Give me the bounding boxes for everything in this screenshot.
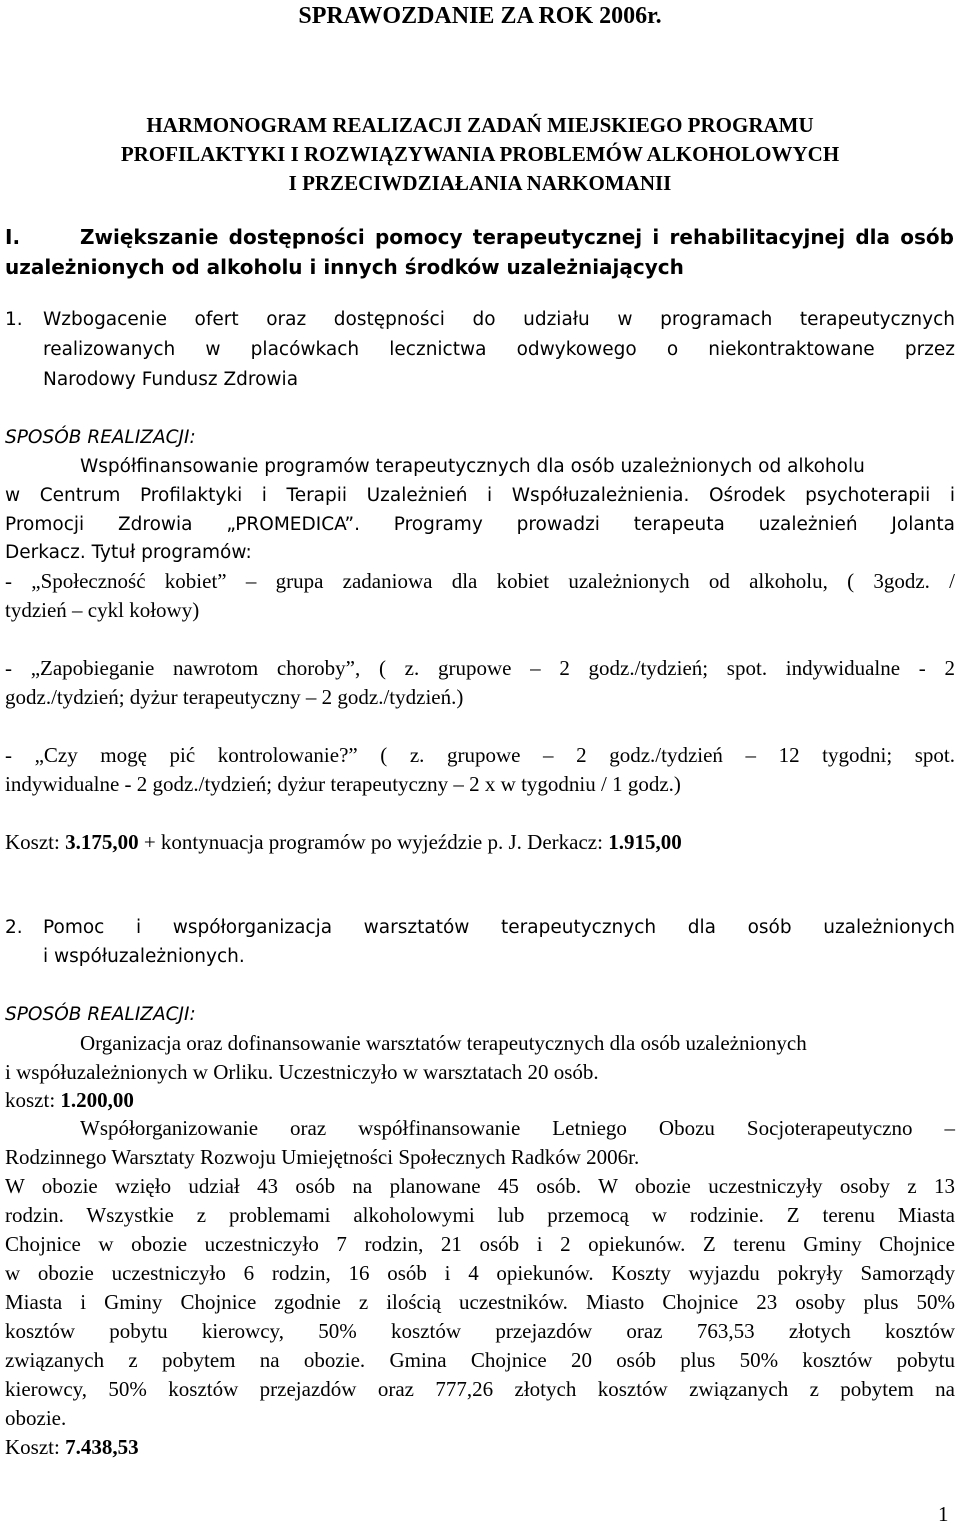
task-2-text-line-2: i współuzależnionych w Orliku. Uczestniczyło w warsztatach 20 osób. — [5, 1060, 599, 1084]
task-2-method-heading: SPOSÓB REALIZACJI: — [5, 1004, 196, 1025]
task-1-number: 1. — [5, 309, 23, 330]
task-2-cost-2 — [5, 1433, 139, 1462]
page-number: 1 — [938, 1502, 949, 1526]
harmonogram-line-2: PROFILAKTYKI I ROZWIĄZYWANIA PROBLEMÓW ALKOHOLOWYCH — [120, 142, 840, 166]
task-1-title-line-3: Narodowy Fundusz Zdrowia — [43, 369, 299, 390]
section-heading-line-1: Zwiększanie dostępności pomocy terapeutycznej i rehabilitacyjnej dla osób — [80, 225, 954, 249]
task-1-text-line-2: w Centrum Profilaktyki i Terapii Uzależnień i Współuzależnienia. Ośrodek psychoterapii i — [5, 485, 955, 506]
program-3-line-1: - „Czy mogę pić kontrolowanie?” ( z. grupowe – 2 godz./tydzień – 12 tygodni; spot. — [5, 743, 955, 767]
task-2-text-line-3: Współorganizowanie oraz współfinansowanie Letniego Obozu Socjoterapeutyczno – — [80, 1116, 955, 1140]
task-2-text-line-10: kosztów pobytu kierowcy, 50% kosztów przejazdów oraz 763,53 złotych kosztów — [5, 1319, 955, 1343]
section-number: I. — [5, 225, 21, 249]
task-1-text-line-4: Derkacz. Tytuł programów: — [5, 542, 252, 563]
task-1-text-line-3: Promocji Zdrowia „PROMEDICA”. Programy prowadzi terapeuta uzależnień Jolanta — [5, 514, 955, 535]
task-2-title-line-2: i współuzależnionych. — [43, 946, 245, 967]
task-1-method-heading: SPOSÓB REALIZACJI: — [5, 427, 196, 448]
task-2-text-line-12: kierowcy, 50% kosztów przejazdów oraz 777,26 złotych kosztów związanych z pobytem na — [5, 1377, 955, 1401]
task-2-text-line-4: Rodzinnego Warsztaty Rozwoju Umiejętności Społecznych Radków 2006r. — [5, 1145, 640, 1169]
task-2-title-line-1: Pomoc i współorganizacja warsztatów terapeutycznych dla osób uzależnionych — [43, 917, 955, 938]
program-2-line-2: godz./tydzień; dyżur terapeutyczny – 2 godz./tydzień.) — [5, 685, 464, 709]
task-2-text-line-1: Organizacja oraz dofinansowanie warsztatów terapeutycznych dla osób uzależnionych — [80, 1031, 807, 1055]
task-2-cost-1 — [5, 1086, 134, 1115]
section-heading-line-2: uzależnionych od alkoholu i innych środków uzależniających — [5, 255, 684, 279]
cost-label: koszt: — [5, 1088, 56, 1112]
task-2-text-line-13: obozie. — [5, 1406, 67, 1430]
harmonogram-line-3: I PRZECIWDZIAŁANIA NARKOMANII — [288, 171, 672, 195]
program-1-line-2: tydzień – cykl kołowy) — [5, 598, 200, 622]
cost-value: 3.175,00 — [65, 830, 139, 854]
task-2-text-line-5: W obozie wzięło udział 43 osób na planowane 45 osób. W obozie uczestniczyły osoby z 13 — [5, 1174, 955, 1198]
cost-value: 1.200,00 — [60, 1088, 134, 1112]
task-1-title-line-1: Wzbogacenie ofert oraz dostępności do udziału w programach terapeutycznych — [43, 309, 955, 330]
task-2-text-line-7: Chojnice w obozie uczestniczyło 7 rodzin, 21 osób i 2 opiekunów. Z terenu Gminy Chojnice — [5, 1232, 955, 1256]
program-1-line-1: - „Społeczność kobiet” – grupa zadaniowa dla kobiet uzależnionych od alkoholu, ( 3godz. / — [5, 569, 955, 593]
cost-label: Koszt: — [5, 1435, 60, 1459]
program-2-line-1: - „Zapobieganie nawrotom choroby”, ( z. grupowe – 2 godz./tydzień; spot. indywidualne - 2 — [5, 656, 955, 680]
program-3-line-2: indywidualne - 2 godz./tydzień; dyżur terapeutyczny – 2 x w tygodniu / 1 godz.) — [5, 772, 681, 796]
task-1-cost — [5, 828, 682, 857]
task-2-text-line-6: rodzin. Wszystkie z problemami alkoholowymi lub przemocą w rodzinie. Z terenu Miasta — [5, 1203, 955, 1227]
cost-label: Koszt: — [5, 830, 60, 854]
task-2-text-line-8: w obozie uczestniczyło 6 rodzin, 16 osób i 4 opiekunów. Koszty wyjazdu pokryły Samorządy — [5, 1261, 955, 1285]
cost-value-2: 1.915,00 — [608, 830, 682, 854]
document-title: SPRAWOZDANIE ZA ROK 2006r. — [298, 3, 662, 29]
harmonogram-line-1: HARMONOGRAM REALIZACJI ZADAŃ MIEJSKIEGO PROGRAMU — [146, 113, 814, 137]
task-2-text-line-9: Miasta i Gminy Chojnice zgodnie z ilością uczestników. Miasto Chojnice 23 osoby plus 50% — [5, 1290, 955, 1314]
cost-continuation-text: + kontynuacja programów po wyjeździe p. J. Derkacz: — [143, 830, 603, 854]
task-2-text-line-11: związanych z pobytem na obozie. Gmina Chojnice 20 osób plus 50% kosztów pobytu — [5, 1348, 955, 1372]
task-2-number: 2. — [5, 917, 23, 938]
task-1-title-line-2: realizowanych w placówkach lecznictwa odwykowego o niekontraktowane przez — [43, 339, 955, 360]
cost-value: 7.438,53 — [65, 1435, 139, 1459]
task-1-text-line-1: Współfinansowanie programów terapeutycznych dla osób uzależnionych od alkoholu — [80, 456, 865, 477]
